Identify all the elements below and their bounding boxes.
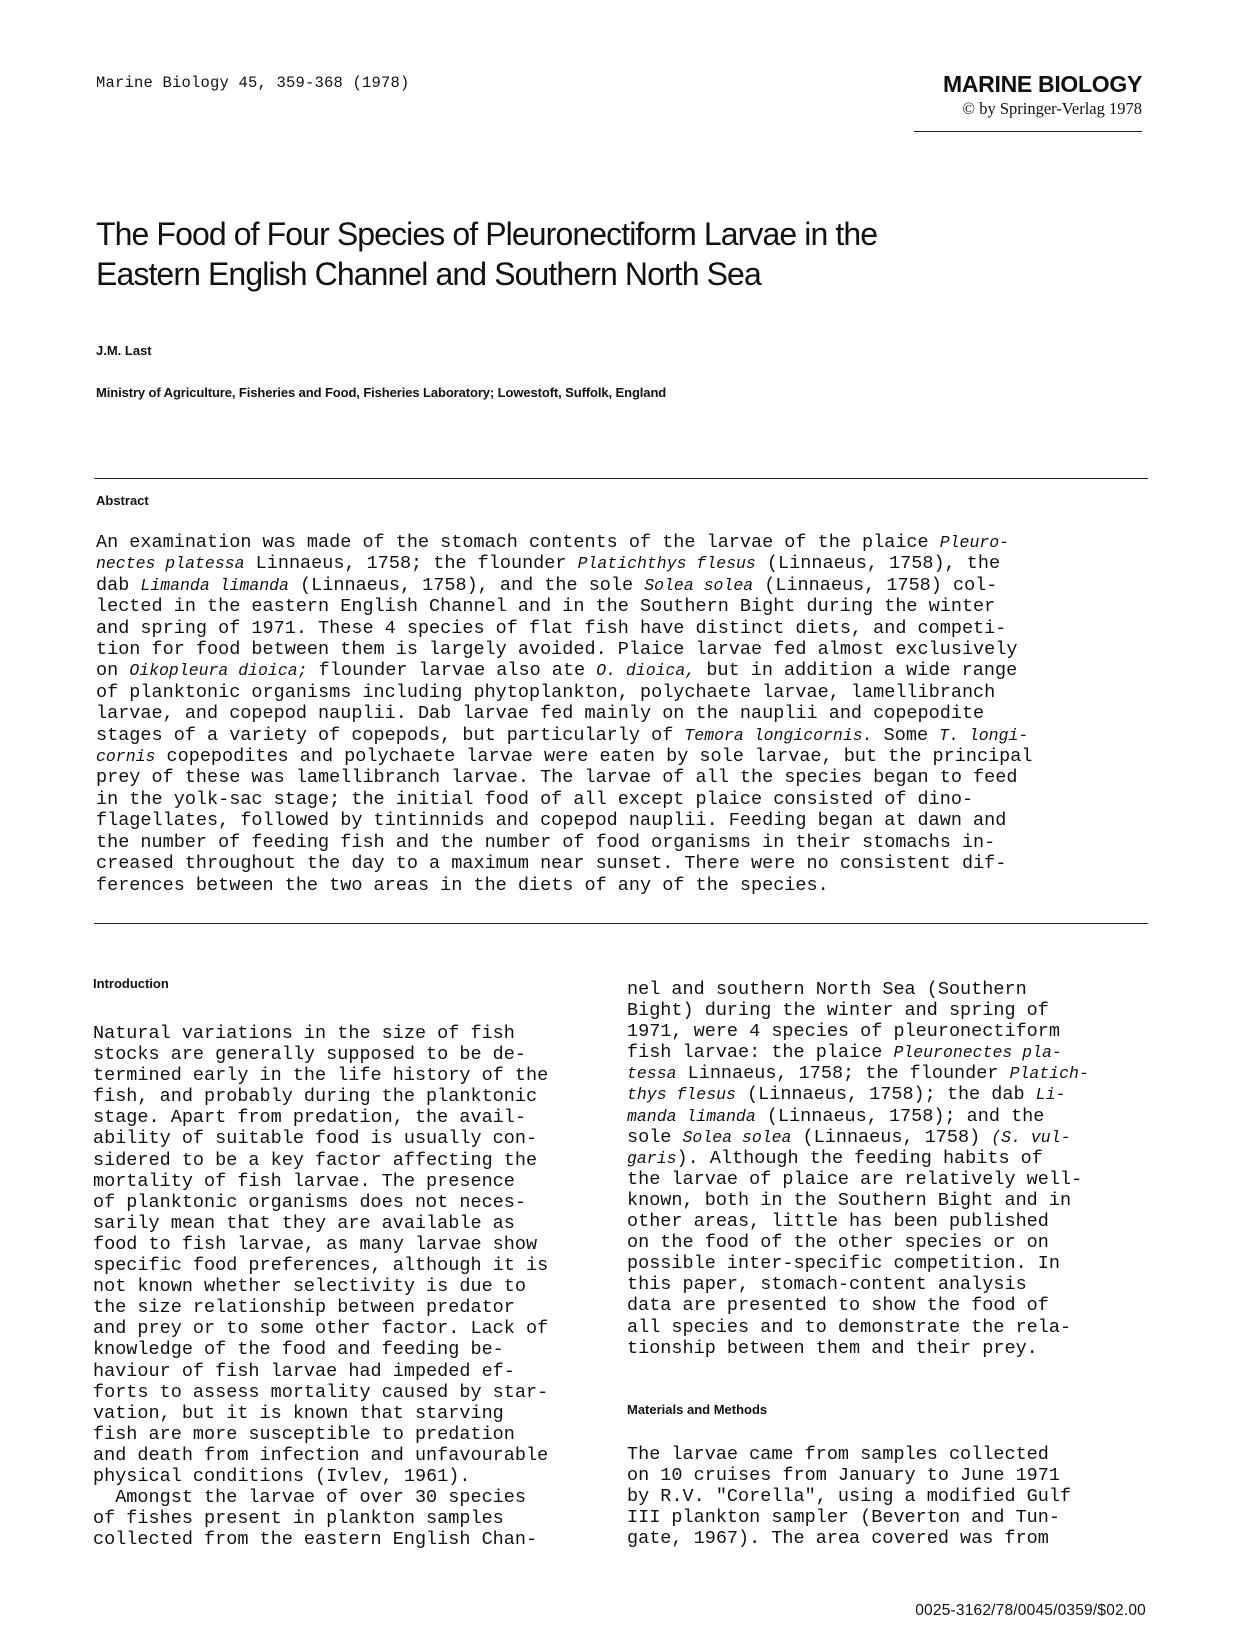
text-run: fish are more susceptible to predation [93, 1423, 515, 1445]
text-run: (Linnaeus, 1758), the [755, 553, 1001, 575]
introduction-body-continued [627, 979, 1089, 1359]
text-line [96, 746, 1156, 767]
copyright-notice: © by Springer-Verlag 1978 [962, 99, 1142, 118]
text-line [627, 1148, 1089, 1169]
text-run: physical conditions (Ivlev, 1961). [93, 1465, 471, 1487]
text-run: the larvae of plaice are relatively well- [627, 1168, 1083, 1190]
italic-text: manda limanda [627, 1106, 756, 1126]
text-run: gate, 1967). The area covered was from [627, 1528, 1049, 1550]
text-run: on [96, 660, 130, 682]
text-line [93, 1276, 548, 1297]
text-line [627, 1317, 1089, 1338]
text-line [93, 1107, 548, 1128]
italic-text: T. longi- [939, 725, 1029, 745]
text-line [627, 1190, 1089, 1211]
text-run: but in addition a wide range [695, 660, 1018, 682]
text-run: 1971, were 4 species of pleuronectiform [627, 1021, 1060, 1043]
text-run: sole [627, 1126, 683, 1148]
text-run: ). Although the feeding habits of [676, 1147, 1043, 1169]
text-run: on 10 cruises from January to June 1971 [627, 1465, 1060, 1487]
text-line [627, 1528, 1071, 1549]
text-line [627, 1444, 1071, 1465]
italic-text: Pleuro- [939, 533, 1010, 552]
text-line [96, 639, 1156, 660]
text-line [96, 725, 1156, 746]
text-run: and death from infection and unfavourable [93, 1444, 549, 1466]
text-run: fish, and probably during the planktonic [93, 1086, 538, 1108]
text-line [93, 1403, 548, 1424]
text-run: dab [96, 574, 141, 596]
text-run: ferences between the two areas in the diets of any of the species. [96, 874, 829, 896]
journal-citation: Marine Biology 45, 359-368 (1978) [96, 74, 410, 92]
italic-text: Platich- [1009, 1064, 1089, 1084]
article-code: 0025-3162/78/0045/0359/$02.00 [915, 1602, 1146, 1619]
text-line [93, 1065, 548, 1086]
text-line [96, 853, 1156, 874]
text-run: forts to assess mortality caused by star- [93, 1381, 549, 1403]
italic-text: nectes platessa [96, 554, 245, 574]
author-name: J.M. Last [96, 343, 152, 358]
text-run: by R.V. "Corella", using a modified Gulf [627, 1486, 1072, 1508]
italic-text: Platichthys flesus [577, 554, 756, 574]
text-line [96, 596, 1156, 617]
italic-text: Li- [1035, 1085, 1066, 1105]
text-run: The larvae came from samples collected [627, 1444, 1049, 1465]
article-title-line-2: Eastern English Channel and Southern North Sea [96, 256, 761, 292]
text-run: fish larvae: the plaice [627, 1042, 894, 1064]
methods-heading: Materials and Methods [627, 1402, 768, 1417]
text-run: Amongst the larvae of over 30 species [93, 1487, 526, 1509]
text-run: prey of these was lamellibranch larvae. The larvae of all the species began to feed [96, 767, 1018, 789]
text-run: ability of suitable food is usually con- [93, 1128, 538, 1150]
text-run: specific food preferences, although it is [93, 1255, 549, 1277]
text-line [627, 1021, 1089, 1042]
text-run: (Linnaeus, 1758); and the [755, 1105, 1045, 1127]
text-line [93, 1339, 548, 1360]
text-line [93, 1508, 548, 1529]
text-line [627, 1338, 1089, 1359]
text-line [93, 1150, 548, 1171]
text-run: of planktonic organisms does not neces- [93, 1191, 526, 1213]
text-line [93, 1213, 548, 1234]
italic-text: Solea solea [644, 575, 754, 595]
abstract-heading: Abstract [96, 493, 149, 508]
text-run: creased throughout the day to a maximum near sunset. There were no consistent dif- [96, 853, 1007, 875]
text-run: (Linnaeus, 1758) [791, 1126, 992, 1148]
text-run: stocks are generally supposed to be de- [93, 1044, 526, 1066]
text-run: and prey or to some other factor. Lack of [93, 1318, 549, 1340]
methods-body [627, 1444, 1071, 1549]
text-line [93, 1086, 548, 1107]
introduction-body [93, 1023, 548, 1550]
text-run: flounder larvae also ate [307, 660, 597, 682]
text-run: not known whether selectivity is due to [93, 1276, 526, 1298]
text-run: (Linnaeus, 1758), and the sole [288, 574, 645, 596]
text-run: lected in the eastern English Channel and in the Southern Bight during the winter [96, 596, 996, 618]
text-run: larvae, and copepod nauplii. Dab larvae fed mainly on the nauplii and copepodite [96, 703, 985, 725]
text-line [93, 1234, 548, 1255]
text-run: on the food of the other species or on [627, 1232, 1049, 1254]
text-line [627, 1084, 1089, 1105]
text-line [93, 1382, 548, 1403]
article-title-line-1: The Food of Four Species of Pleuronectiform Larvae in the [96, 216, 878, 252]
italic-text: O. dioica, [596, 661, 696, 681]
author-affiliation: Ministry of Agriculture, Fisheries and Food, Fisheries Laboratory; Lowestoft, Suffolk, England [96, 385, 667, 400]
text-run: An examination was made of the stomach contents of the larvae of the plaice [96, 532, 940, 553]
text-line [627, 1106, 1089, 1127]
text-line [93, 1171, 548, 1192]
text-run: all species and to demonstrate the rela- [627, 1316, 1072, 1338]
italic-text: Pleuronectes pla- [893, 1043, 1062, 1063]
text-line [627, 1063, 1089, 1084]
text-run: food to fish larvae, as many larvae show [93, 1233, 538, 1255]
text-line [627, 1295, 1089, 1316]
text-run: of fishes present in plankton samples [93, 1508, 504, 1530]
text-run: (Linnaeus, 1758); the dab [735, 1084, 1036, 1106]
text-run: the size relationship between predator [93, 1297, 515, 1319]
text-line [627, 1232, 1089, 1253]
text-line [96, 660, 1156, 681]
text-run: III plankton sampler (Beverton and Tun- [627, 1507, 1060, 1529]
text-line [627, 1127, 1089, 1148]
text-line [627, 1169, 1089, 1190]
text-run: tion for food between them is largely avoided. Plaice larvae fed almost exclusively [96, 639, 1018, 661]
italic-text: Solea solea [682, 1127, 792, 1147]
text-line [96, 767, 1156, 788]
italic-text: (S. vul- [991, 1127, 1071, 1147]
italic-text: cornis [96, 747, 156, 767]
text-run: knowledge of the food and feeding be- [93, 1339, 504, 1361]
text-run: known, both in the Southern Bight and in [627, 1189, 1072, 1211]
text-line [93, 1529, 548, 1550]
text-line [93, 1023, 548, 1044]
text-line [627, 1486, 1071, 1507]
journal-title: MARINE BIOLOGY [943, 71, 1142, 97]
text-line [93, 1128, 548, 1149]
text-run: tionship between them and their prey. [627, 1337, 1038, 1359]
text-line [93, 1297, 548, 1318]
text-run: of planktonic organisms including phytoplankton, polychaete larvae, lamellibranch [96, 681, 996, 703]
text-line [96, 789, 1156, 810]
text-line [93, 1361, 548, 1382]
text-run: sidered to be a key factor affecting the [93, 1149, 538, 1171]
text-line [627, 1274, 1089, 1295]
text-run: haviour of fish larvae had impeded ef- [93, 1360, 515, 1382]
text-run: nel and southern North Sea (Southern [627, 979, 1027, 1000]
text-run: stages of a variety of copepods, but particularly of [96, 724, 685, 746]
text-line [93, 1044, 548, 1065]
text-line [96, 532, 1156, 553]
text-run: mortality of fish larvae. The presence [93, 1170, 515, 1192]
introduction-heading: Introduction [93, 976, 169, 991]
italic-text: thys flesus [627, 1085, 736, 1105]
text-line [96, 810, 1156, 831]
text-run: sarily mean that they are available as [93, 1212, 515, 1234]
text-line [96, 553, 1156, 574]
text-run: vation, but it is known that starving [93, 1402, 504, 1424]
text-run: the number of feeding fish and the number of food organisms in their stomachs in- [96, 831, 996, 853]
masthead-divider [914, 131, 1142, 132]
text-run: flagellates, followed by tintinnids and copepod nauplii. Feeding began at dawn and [96, 810, 1007, 832]
abstract-top-rule [94, 478, 1148, 479]
journal-masthead [842, 70, 1142, 120]
text-line [93, 1255, 548, 1276]
text-run: this paper, stomach-content analysis [627, 1274, 1027, 1296]
text-run: collected from the eastern English Chan- [93, 1529, 538, 1551]
text-run: other areas, little has been published [627, 1211, 1049, 1233]
text-run: and spring of 1971. These 4 species of flat fish have distinct diets, and competi- [96, 617, 1007, 639]
text-run: Some [872, 724, 940, 746]
article-title [96, 214, 996, 294]
text-line [96, 682, 1156, 703]
text-run: (Linnaeus, 1758) col- [753, 574, 998, 596]
text-run: possible inter-specific competition. In [627, 1253, 1060, 1275]
italic-text: tessa [627, 1064, 677, 1084]
text-run: Bight) during the winter and spring of [627, 1000, 1049, 1022]
text-run: copepodites and polychaete larvae were eaten by sole larvae, but the principal [155, 746, 1033, 768]
text-line [93, 1192, 548, 1213]
text-line [96, 618, 1156, 639]
text-line [627, 1000, 1089, 1021]
italic-text: Limanda limanda [140, 575, 289, 595]
text-line [627, 979, 1089, 1000]
text-run: data are presented to show the food of [627, 1295, 1049, 1317]
text-line [93, 1424, 548, 1445]
abstract-bottom-rule [94, 923, 1148, 924]
text-line [627, 1042, 1089, 1063]
italic-text: garis [627, 1148, 677, 1168]
text-line [93, 1487, 548, 1508]
text-run: Linnaeus, 1758; the flounder [676, 1063, 1010, 1085]
abstract-body [96, 532, 1156, 896]
text-line [627, 1507, 1071, 1528]
text-run: in the yolk-sac stage; the initial food of all except plaice consisted of dino- [96, 788, 974, 810]
text-line [96, 575, 1156, 596]
text-line [93, 1466, 548, 1487]
text-line [96, 703, 1156, 724]
text-line [96, 875, 1156, 896]
text-run: stage. Apart from predation, the avail- [93, 1107, 526, 1129]
text-line [93, 1445, 548, 1466]
text-line [627, 1253, 1089, 1274]
text-line [96, 832, 1156, 853]
text-run: termined early in the life history of the [93, 1065, 549, 1087]
italic-text: Temora longicornis. [684, 725, 873, 745]
italic-text: Oikopleura dioica; [129, 661, 308, 681]
text-line [627, 1211, 1089, 1232]
text-line [627, 1465, 1071, 1486]
text-line [93, 1318, 548, 1339]
text-run: Natural variations in the size of fish [93, 1023, 515, 1044]
text-run: Linnaeus, 1758; the flounder [244, 553, 578, 575]
